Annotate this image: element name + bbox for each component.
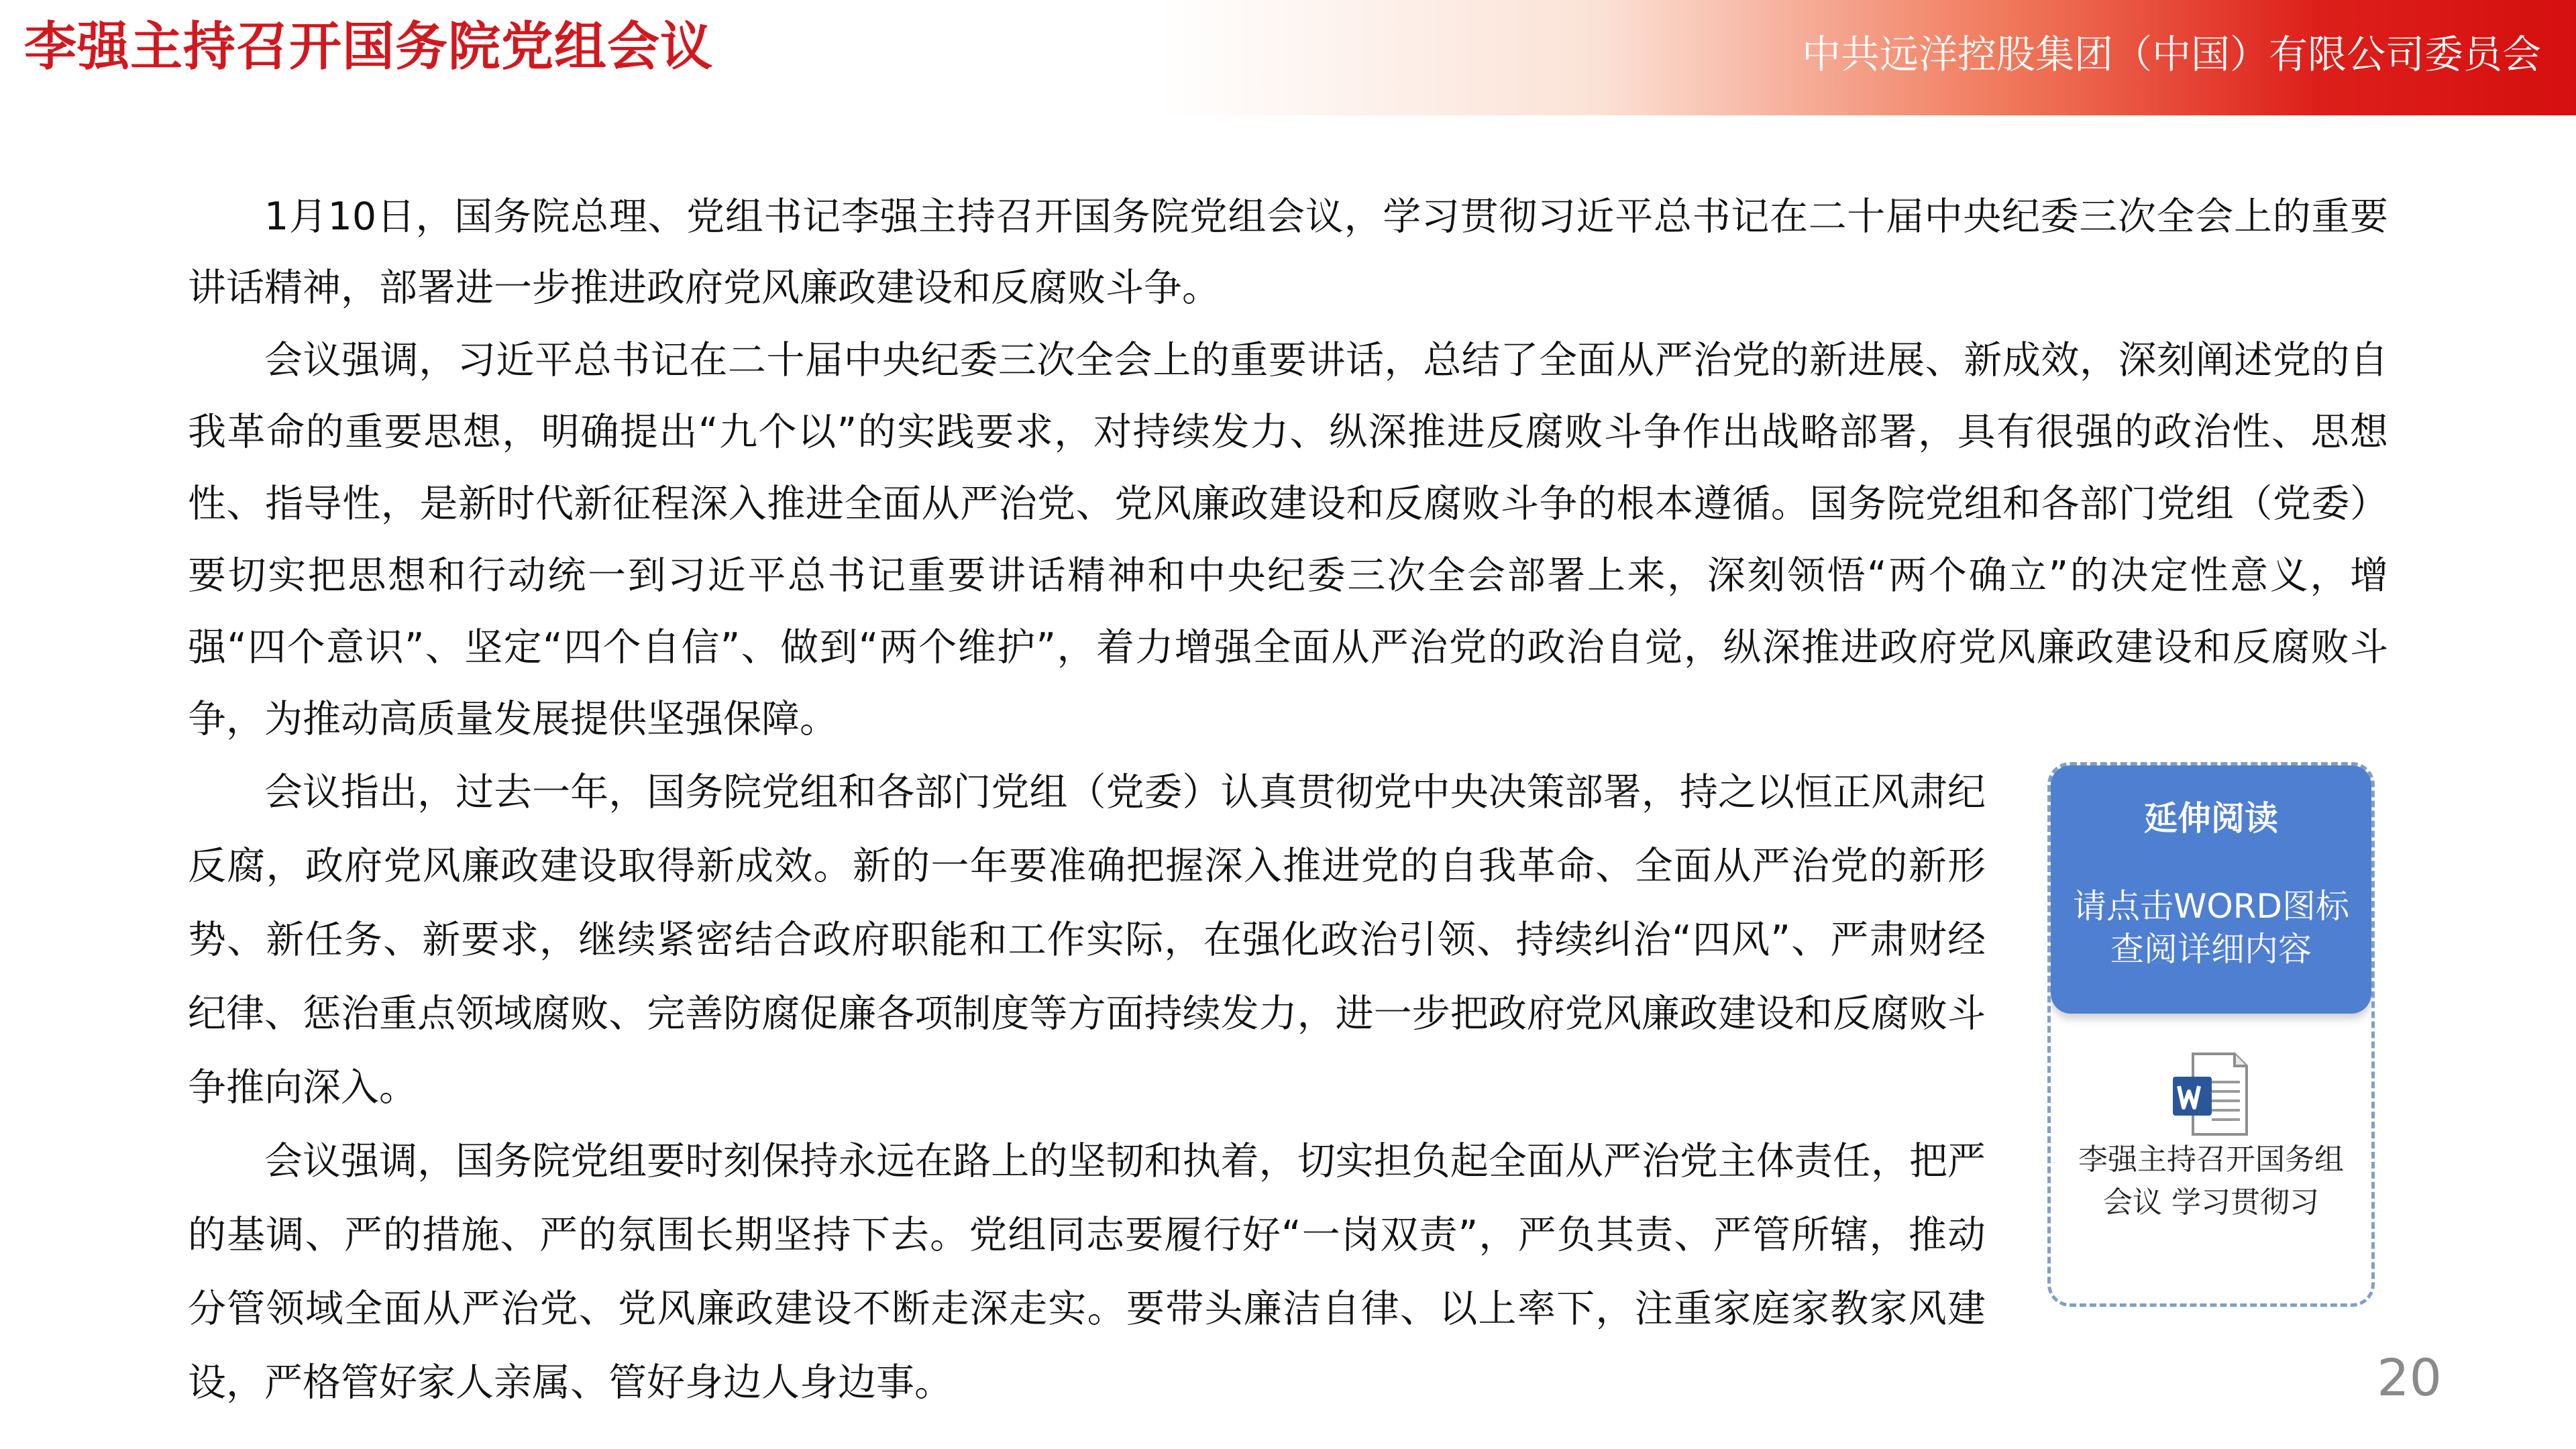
extended-reading-header <box>2051 765 2371 1014</box>
extended-reading-title: 延伸阅读 <box>2144 799 2278 838</box>
article-paragraph: 会议强调，国务院党组要时刻保持永远在路上的坚韧和执着，切实担负起全面从严治党主体责任，把严的基调、严的措施、严的氛围长期坚持下去。党组同志要履行好“一岗双责”，严负其责、严管所辖，推动分管领域全面从严治党、党风廉政建设不断走深走实。要带头廉洁自律、以上率下，注重家庭家教家风建设，严格管好家人亲属、管好身边人身边事。 <box>188 1139 1986 1405</box>
word-document-icon[interactable] <box>2170 1050 2249 1138</box>
linked-document-name[interactable]: 李强主持召开国务组会议 学习贯彻习 <box>2078 1142 2344 1220</box>
page-title: 李强主持召开国务院党组会议 <box>24 17 714 77</box>
extended-reading-instruction: 请点击WORD图标查阅详细内容 <box>2072 887 2350 969</box>
article-paragraph: 1月10日，国务院总理、党组书记李强主持召开国务院党组会议，学习贯彻习近平总书记在二十届中央纪委三次全会上的重要讲话精神，部署进一步推进政府党风廉政建设和反腐败斗争。 <box>188 195 2388 310</box>
extended-reading-card <box>2047 762 2375 1307</box>
article-paragraph: 会议指出，过去一年，国务院党组和各部门党组（党委）认真贯彻党中央决策部署，持之以恒正风肃纪反腐，政府党风廉政建设取得新成效。新的一年要准确把握深入推进党的自我革命、全面从严治党的新形势、新任务、新要求，继续紧密结合政府职能和工作实际，在强化政治引领、持续纠治“四风”、严肃财经纪律、惩治重点领域腐败、完善防腐促廉各项制度等方面持续发力，进一步把政府党风廉政建设和反腐败斗争推向深入。 <box>188 770 1986 1110</box>
organization-name: 中共远洋控股集团（中国）有限公司委员会 <box>1801 32 2541 77</box>
page-number: 20 <box>2377 1348 2442 1407</box>
article-paragraph: 会议强调，习近平总书记在二十届中央纪委三次全会上的重要讲话，总结了全面从严治党的新进展、新成效，深刻阐述党的自我革命的重要思想，明确提出“九个以”的实践要求，对持续发力、纵深推进反腐败斗争作出战略部署，具有很强的政治性、思想性、指导性，是新时代新征程深入推进全面从严治党、党风廉政建设和反腐败斗争的根本遵循。国务院党组和各部门党组（党委）要切实把思想和行动统一到习近平总书记重要讲话精神和中央纪委三次全会部署上来，深刻领悟“两个确立”的决定性意义，增强“四个意识”、坚定“四个自信”、做到“两个维护”，着力增强全面从严治党的政治自觉，纵深推进政府党风廉政建设和反腐败斗争，为推动高质量发展提供坚强保障。 <box>188 338 2388 741</box>
header-banner <box>0 0 2576 115</box>
